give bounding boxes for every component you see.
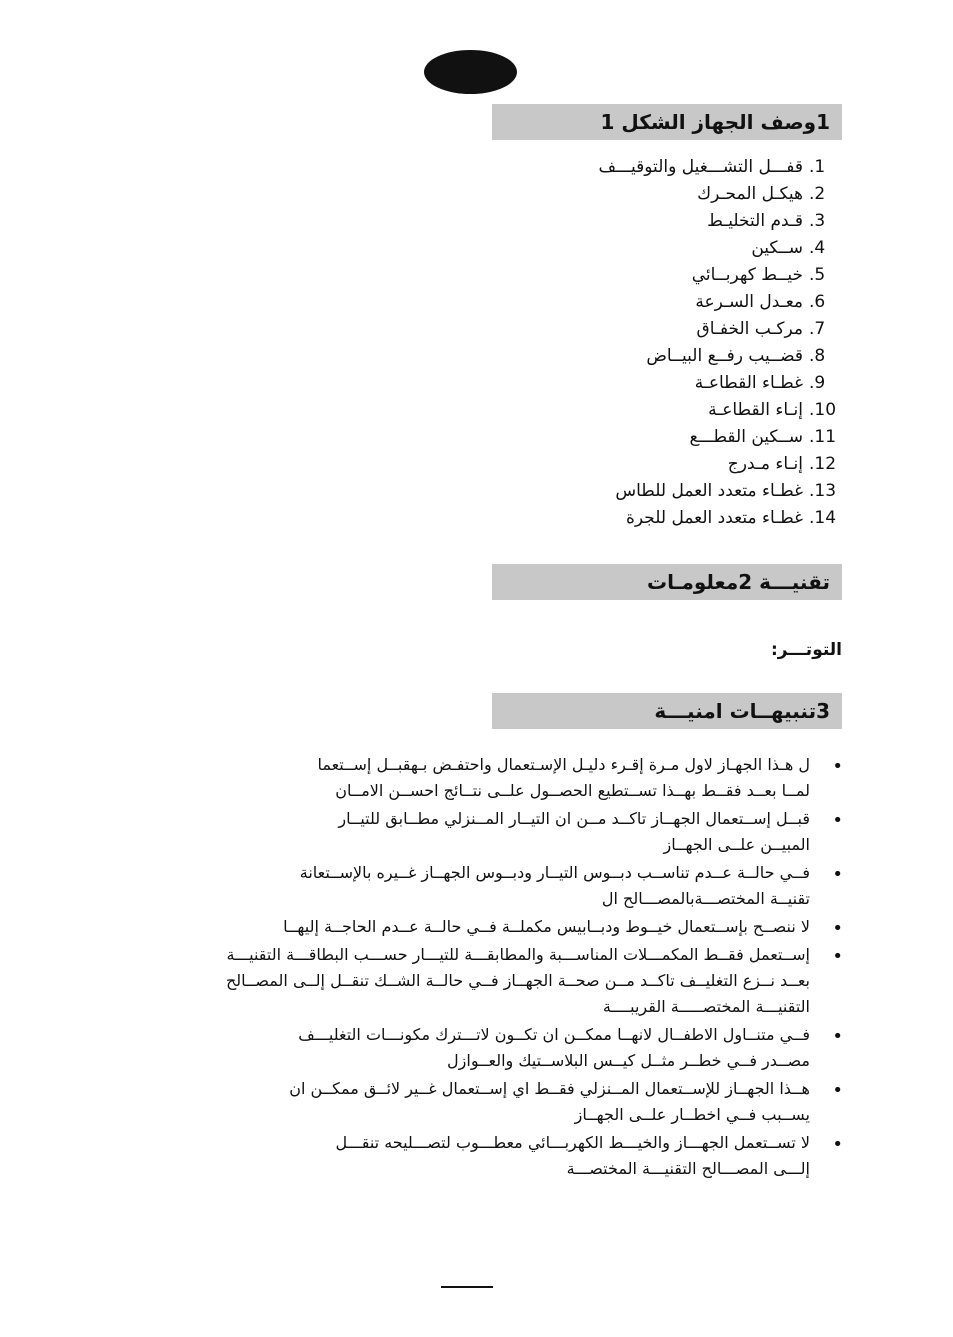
part-label: قفـــل التشـــغيل والتوقيـــف [598,157,803,177]
part-label: إنـاء القطاعـة [708,400,803,420]
part-item [525,451,845,478]
bullet-icon: • [832,946,843,967]
part-item [525,478,845,505]
section-title-description: 1وصف الجهاز الشكل 1 [492,104,842,140]
warning-line: تقنيــة المختصـــةبالمصـــالح ال [601,889,810,908]
warning-line: قبــل إســتعمال الجهــاز تاكــد مــن ان التيــار المــنزلي مطــابق للتيــار [338,809,810,828]
part-label: إنـاء مـدرج [727,454,803,474]
part-item [525,343,845,370]
part-label: غطـاء متعدد العمل للجرة [625,508,803,528]
warning-line: هــذا الجهــاز للإســتعمال المــنزلي فقــط اي إســتعمال غــير لائــق ممكــن ان [289,1079,810,1098]
warning-line: بعــد نــزع التغليــف تاكــد مــن صحــة الجهــاز فــي حالــة الشــك تنقــل إلــى المصــالح [225,971,810,990]
part-label: مركـب الخفـاق [696,319,803,339]
section-title-safety: 3تنبيهــات امنيـــة [492,693,842,729]
voltage-label: التوتـــر: [771,640,842,660]
part-item [525,154,845,181]
part-number: 10. [809,400,837,420]
part-number: 3. [809,211,826,231]
parts-list [525,154,845,532]
part-label: قضــيب رفــع البيــاض [646,346,803,366]
warning-line: فــي متنــاول الاطفــال لانهــا ممكــن ان تكــون لاتـــترك مكونـــات التغليـــف [298,1025,810,1044]
part-number: 14. [809,508,837,528]
warning-line: المبيــن علــى الجهــاز [663,835,810,854]
part-item [525,370,845,397]
part-number: 2. [809,184,826,204]
part-label: غطـاء متعدد العمل للطاس [615,481,803,501]
part-item [525,289,845,316]
part-number: 7. [809,319,826,339]
part-number: 12. [809,454,837,474]
warning-line: إســتعمل فقــط المكمـــلات المناســـبة والمطابقـــة للتيـــار حســـب البطاقـــة التقنيـــة [226,945,810,964]
warning-item [95,1130,855,1182]
part-number: 8. [809,346,826,366]
page-number-oval [424,50,517,94]
part-label: معـدل السـرعة [695,292,803,312]
part-number: 13. [809,481,837,501]
warning-item [95,860,855,912]
warning-item [95,942,855,1020]
footer-rule [441,1286,493,1288]
part-label: ســكين [751,238,803,258]
part-item [525,262,845,289]
safety-warnings-list [95,752,855,1184]
warning-item [95,1022,855,1074]
part-label: خيــط كهربــائي [691,265,803,285]
part-item [525,235,845,262]
part-number: 6. [809,292,826,312]
warning-item [95,752,855,804]
warning-item [95,914,855,940]
warning-line: يســبب فــي اخطــار علــى الجهــاز [574,1105,810,1124]
section-title-tech: تقنيـــة 2معلومـات [492,564,842,600]
part-label: ســكين القطـــع [689,427,803,447]
bullet-icon: • [832,1026,843,1047]
bullet-icon: • [832,1134,843,1155]
part-number: 4. [809,238,826,258]
warning-line: إلـــى المصـــالح التقنيـــة المختصـــة [566,1159,810,1178]
part-item [525,505,845,532]
warning-line: لمــا بعــد فقــط بهــذا تســتطيع الحصــول علــى نتــائج احســن الامــان [335,781,810,800]
warning-line: ل هـذا الجهـاز لاول مـرة إقـرء دليـل الإسـتعمال واحتفـض بـهقبــل إســتعما [317,755,810,774]
warning-line: لا ننصــح بإســتعمال خيــوط ودبــابيس مكملــة فــي حالــة عــدم الحاجــة إليهــا [283,917,810,936]
part-number: 5. [809,265,826,285]
part-item [525,208,845,235]
part-number: 9. [809,373,826,393]
part-item [525,316,845,343]
warning-line: مصــدر فــي خطــر مثــل كيــس البلاســتيك والعــوازل [447,1051,810,1070]
part-number: 1. [809,157,826,177]
bullet-icon: • [832,864,843,885]
part-number: 11. [809,427,837,447]
part-label: غطـاء القطاعـة [694,373,803,393]
bullet-icon: • [832,810,843,831]
warning-line: فــي حالــة عــدم تناســب دبــوس التيــار ودبــوس الجهــاز غــيره بالإســتعانة [299,863,810,882]
part-item [525,424,845,451]
warning-line: لا تســتعمل الجهـــاز والخيـــط الكهربـــائي معطـــوب لتصـــليحه تنقـــل [335,1133,810,1152]
part-item [525,397,845,424]
part-label: هيكـل المحـرك [697,184,803,204]
part-label: قـدم التخليـط [707,211,803,231]
bullet-icon: • [832,918,843,939]
warning-item [95,1076,855,1128]
bullet-icon: • [832,756,843,777]
bullet-icon: • [832,1080,843,1101]
part-item [525,181,845,208]
warning-line: التقنيـــة المختصـــــة القريبــــة [602,997,810,1016]
warning-item [95,806,855,858]
